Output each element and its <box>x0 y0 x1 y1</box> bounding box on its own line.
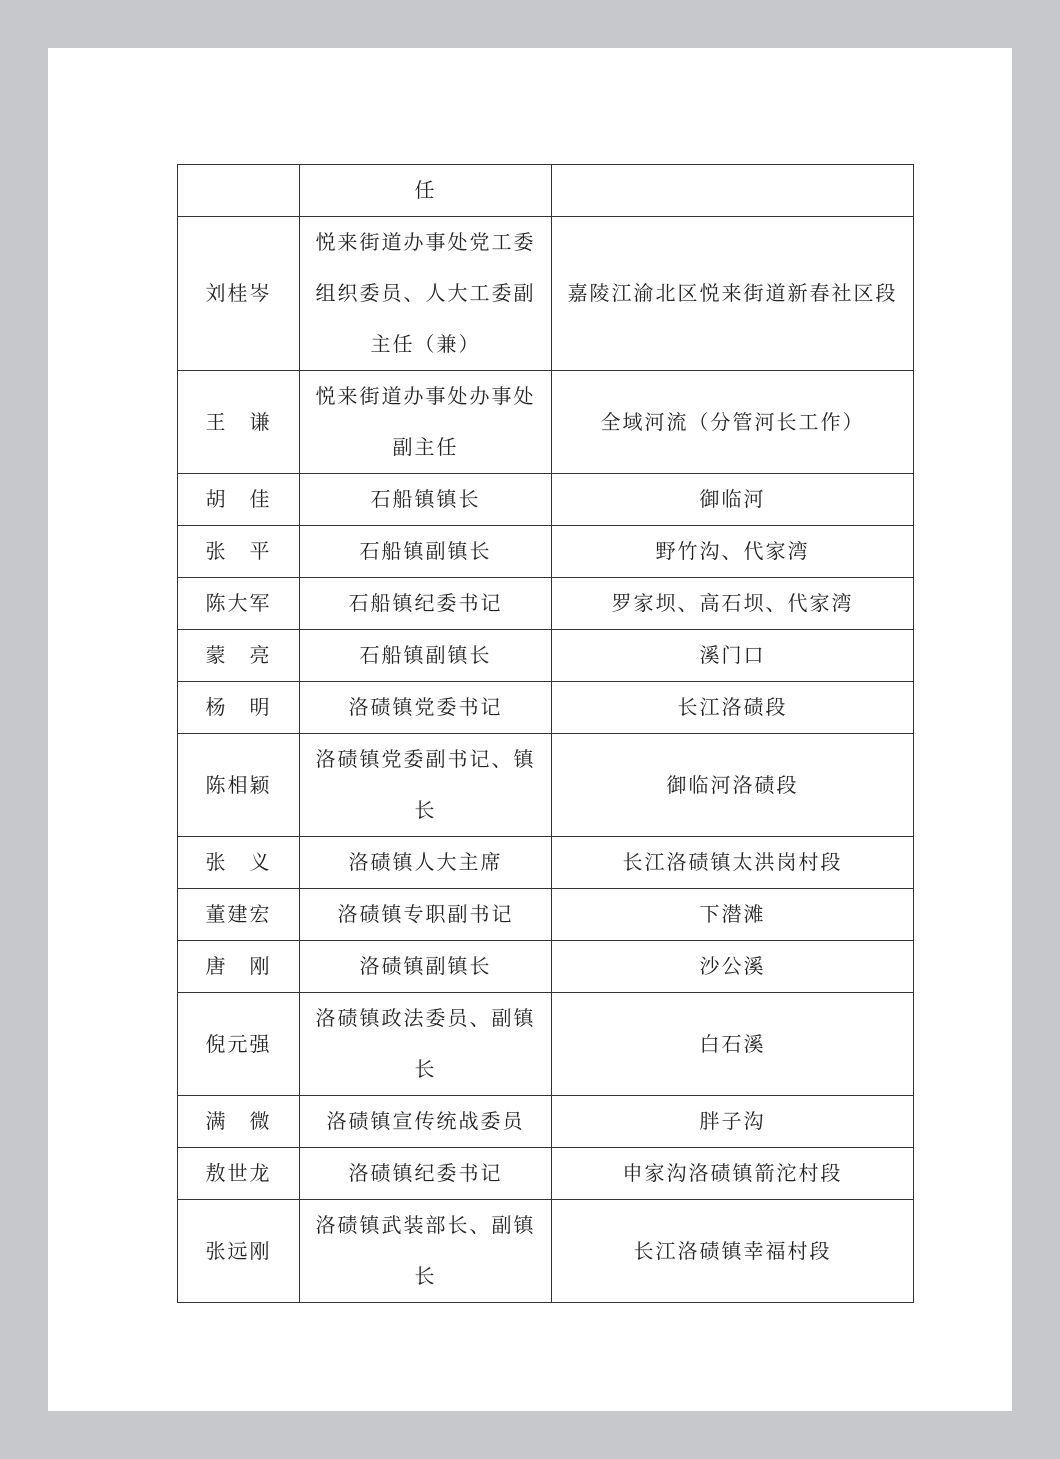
position-cell: 洛碛镇政法委员、副镇长 <box>300 993 552 1096</box>
table-row <box>178 1096 914 1148</box>
area-cell: 白石溪 <box>552 993 914 1096</box>
position-cell: 洛碛镇宣传统战委员 <box>300 1096 552 1148</box>
name-cell: 倪元强 <box>178 993 300 1096</box>
name-cell: 刘桂岑 <box>178 217 300 371</box>
table-row <box>178 889 914 941</box>
area-cell: 野竹沟、代家湾 <box>552 526 914 578</box>
table-row <box>178 165 914 217</box>
area-cell: 罗家坝、高石坝、代家湾 <box>552 578 914 630</box>
area-cell: 全域河流（分管河长工作） <box>552 371 914 474</box>
document-page <box>48 48 1012 1411</box>
name-cell: 王 谦 <box>178 371 300 474</box>
name-cell <box>178 165 300 217</box>
table-row <box>178 217 914 371</box>
position-cell: 洛碛镇党委书记 <box>300 682 552 734</box>
river-chief-table <box>177 164 914 1303</box>
name-cell: 陈相颖 <box>178 734 300 837</box>
position-cell: 石船镇副镇长 <box>300 526 552 578</box>
area-cell: 溪门口 <box>552 630 914 682</box>
area-cell <box>552 165 914 217</box>
area-cell: 长江洛碛镇幸福村段 <box>552 1200 914 1303</box>
name-cell: 张 义 <box>178 837 300 889</box>
position-cell: 悦来街道办事处党工委组织委员、人大工委副主任（兼） <box>300 217 552 371</box>
table-row <box>178 578 914 630</box>
name-cell: 敖世龙 <box>178 1148 300 1200</box>
area-cell: 长江洛碛镇太洪岗村段 <box>552 837 914 889</box>
position-cell: 洛碛镇专职副书记 <box>300 889 552 941</box>
position-cell: 石船镇纪委书记 <box>300 578 552 630</box>
position-cell: 洛碛镇党委副书记、镇长 <box>300 734 552 837</box>
area-cell: 御临河 <box>552 474 914 526</box>
table-row <box>178 682 914 734</box>
area-cell: 御临河洛碛段 <box>552 734 914 837</box>
position-cell: 洛碛镇武装部长、副镇长 <box>300 1200 552 1303</box>
name-cell: 董建宏 <box>178 889 300 941</box>
name-cell: 张远刚 <box>178 1200 300 1303</box>
table-row <box>178 1200 914 1303</box>
area-cell: 嘉陵江渝北区悦来街道新春社区段 <box>552 217 914 371</box>
table-row <box>178 941 914 993</box>
table-row <box>178 734 914 837</box>
position-cell: 洛碛镇人大主席 <box>300 837 552 889</box>
position-cell: 洛碛镇副镇长 <box>300 941 552 993</box>
name-cell: 唐 刚 <box>178 941 300 993</box>
table-row <box>178 993 914 1096</box>
table-row <box>178 474 914 526</box>
name-cell: 胡 佳 <box>178 474 300 526</box>
area-cell: 申家沟洛碛镇箭沱村段 <box>552 1148 914 1200</box>
position-cell: 石船镇镇长 <box>300 474 552 526</box>
name-cell: 陈大军 <box>178 578 300 630</box>
table-row <box>178 837 914 889</box>
area-cell: 长江洛碛段 <box>552 682 914 734</box>
table-row <box>178 526 914 578</box>
area-cell: 下潜滩 <box>552 889 914 941</box>
area-cell: 沙公溪 <box>552 941 914 993</box>
position-cell: 悦来街道办事处办事处副主任 <box>300 371 552 474</box>
table-row <box>178 630 914 682</box>
name-cell: 蒙 亮 <box>178 630 300 682</box>
name-cell: 张 平 <box>178 526 300 578</box>
name-cell: 满 微 <box>178 1096 300 1148</box>
area-cell: 胖子沟 <box>552 1096 914 1148</box>
position-cell: 洛碛镇纪委书记 <box>300 1148 552 1200</box>
table-row <box>178 371 914 474</box>
name-cell: 杨 明 <box>178 682 300 734</box>
table-row <box>178 1148 914 1200</box>
position-cell: 任 <box>300 165 552 217</box>
position-cell: 石船镇副镇长 <box>300 630 552 682</box>
